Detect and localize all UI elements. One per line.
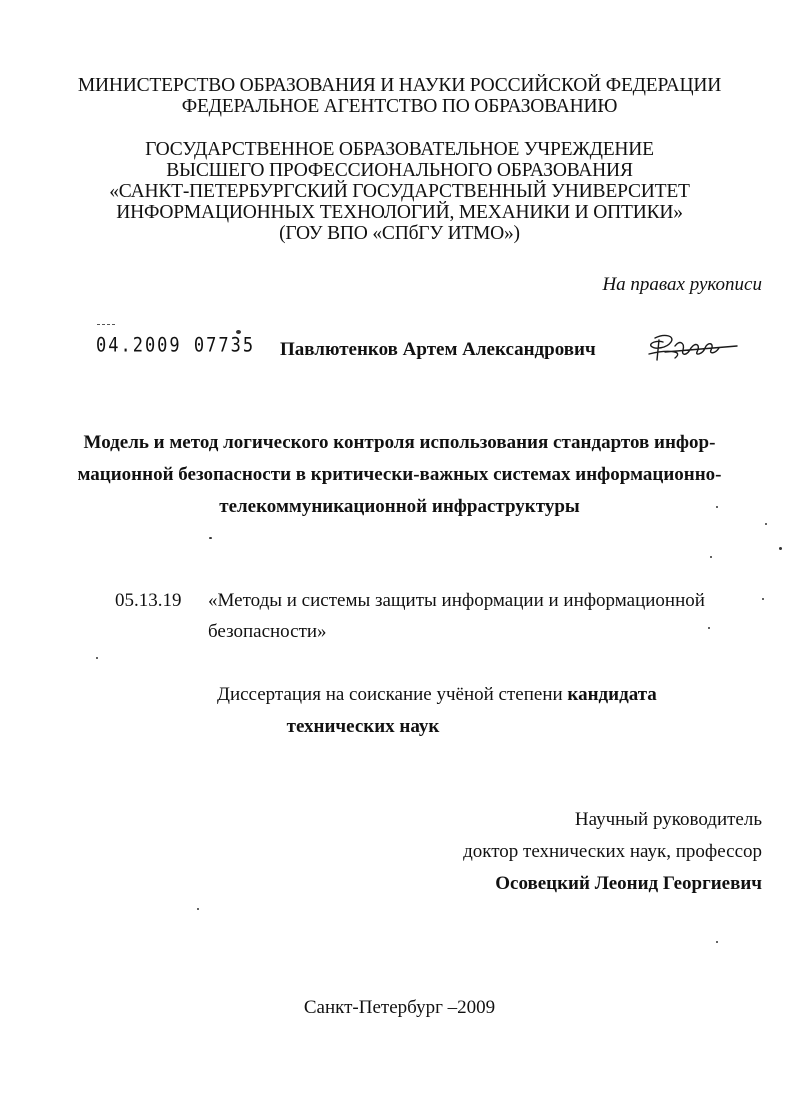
institution-line-5: (ГОУ ВПО «СПбГУ ИТМО») bbox=[279, 223, 520, 244]
supervisor-role: Научный руководитель bbox=[574, 809, 762, 830]
scan-speck bbox=[710, 556, 712, 558]
city-year: Санкт-Петербург –2009 bbox=[303, 997, 496, 1018]
specialty-name-line-1: «Методы и системы защиты информации и информационной bbox=[208, 590, 705, 611]
scan-speck bbox=[765, 523, 767, 525]
ministry-line-2: ФЕДЕРАЛЬНОЕ АГЕНТСТВО ПО ОБРАЗОВАНИЮ bbox=[181, 96, 618, 117]
registration-stamp: 04.2009 07735 bbox=[96, 334, 256, 358]
institution-line-4: ИНФОРМАЦИОННЫХ ТЕХНОЛОГИЙ, МЕХАНИКИ И ОПТИКИ» bbox=[116, 202, 683, 223]
specialty-name-line-2: безопасности» bbox=[208, 621, 327, 642]
degree-prefix: Диссертация на соискание учёной степени bbox=[217, 684, 568, 705]
author-name: Павлютенков Артем Александрович bbox=[280, 339, 596, 360]
institution-line-3: «САНКТ-ПЕТЕРБУРГСКИЙ ГОСУДАРСТВЕННЫЙ УНИВЕРСИТЕТ bbox=[109, 181, 690, 202]
title-line-1: Модель и метод логического контроля использования стандартов инфор- bbox=[83, 432, 716, 453]
scan-speck bbox=[96, 657, 98, 659]
title-line-2: мационной безопасности в критически-важных системах информационно- bbox=[77, 464, 722, 485]
stamp-mark bbox=[236, 330, 241, 334]
signature bbox=[645, 328, 740, 368]
supervisor-name: Осовецкий Леонид Георгиевич bbox=[495, 873, 762, 894]
scan-speck bbox=[197, 908, 199, 910]
signature-scribble bbox=[645, 328, 740, 368]
scan-speck bbox=[716, 506, 718, 508]
degree-bold: кандидата bbox=[567, 684, 657, 705]
institution-line-2: ВЫСШЕГО ПРОФЕССИОНАЛЬНОГО ОБРАЗОВАНИЯ bbox=[166, 160, 633, 181]
manuscript-note: На правах рукописи bbox=[602, 274, 762, 295]
scan-speck bbox=[762, 598, 764, 600]
scan-speck bbox=[716, 941, 718, 943]
scan-speck bbox=[209, 537, 212, 539]
supervisor-degree: доктор технических наук, профессор bbox=[463, 841, 762, 862]
scan-speck bbox=[779, 547, 782, 550]
specialty-code: 05.13.19 bbox=[115, 590, 182, 611]
stamp-rule bbox=[97, 324, 115, 326]
ministry-line-1: МИНИСТЕРСТВО ОБРАЗОВАНИЯ И НАУКИ РОССИЙСКОЙ ФЕДЕРАЦИИ bbox=[77, 75, 722, 96]
scan-speck bbox=[708, 627, 710, 629]
title-line-3: телекоммуникационной инфраструктуры bbox=[219, 496, 580, 517]
institution-line-1: ГОСУДАРСТВЕННОЕ ОБРАЗОВАТЕЛЬНОЕ УЧРЕЖДЕНИЕ bbox=[145, 139, 654, 160]
degree-line-1 bbox=[217, 684, 657, 706]
degree-line-2: технических наук bbox=[286, 716, 440, 737]
